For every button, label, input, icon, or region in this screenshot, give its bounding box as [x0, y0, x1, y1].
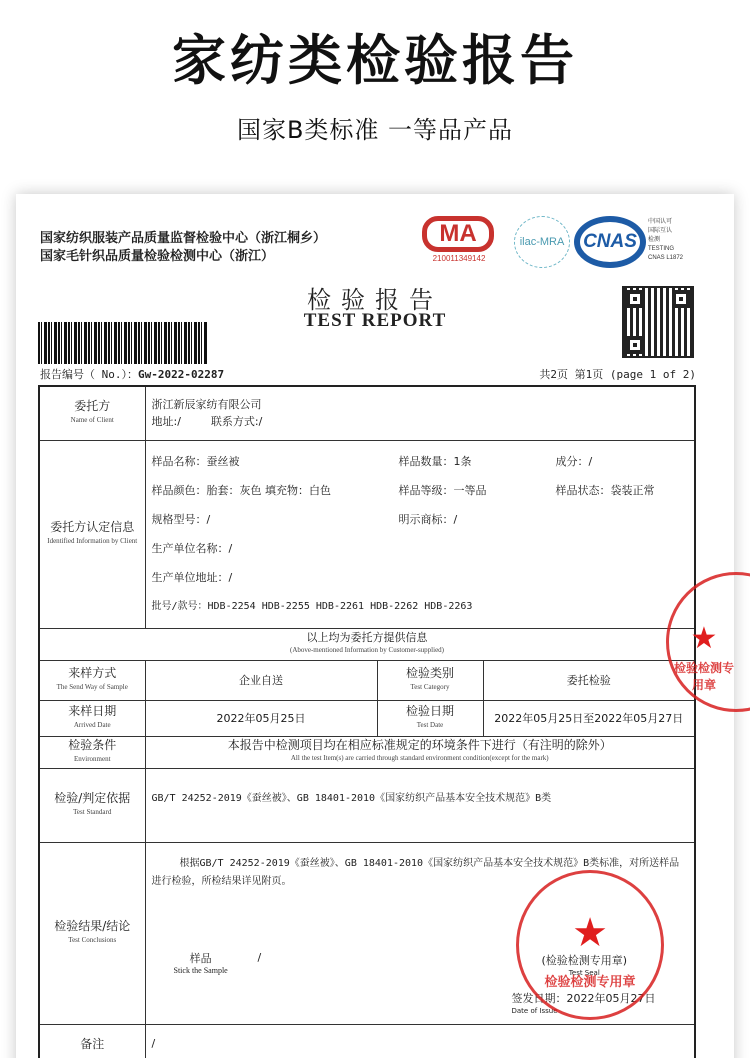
table-row-sample-way: 来样方式 The Send Way of Sample 企业自送 检验类别 Test Category 委托检验: [39, 660, 695, 700]
ilac-mra-logo-icon: ilac-MRA: [514, 216, 570, 268]
issue-date: 签发日期：2022年05月27日 Date of Issue: [511, 991, 656, 1015]
issuing-organization: [40, 230, 326, 266]
table-row-conclusion: 检验结果/结论 Test Conclusions 根据GB/T 24252-2019《蚕丝被》、GB 18401-2010《国家纺织产品基本安全技术规范》B类标准，对所送样品进行检验，所检结果详见附页。 样品 Stick the Sample / (检验检测专用章) Test Seal 签发日期：2022年05月27日 Date of Issue: [39, 842, 695, 1024]
table-row-environment: 检验条件 Environment 本报告中检测项目均在相应标准规定的环境条件下进行（有注明的除外） All the test Item(s) are carried through standard environment condition(except for the mark): [39, 736, 695, 768]
report-title-en: TEST REPORT: [303, 310, 447, 331]
sample-way-value: 企业自送: [145, 660, 377, 700]
client-supplied-notice: 以上均为委托方提供信息 (Above-mentioned Information by Customer-supplied): [39, 628, 695, 660]
test-category-value: 委托检验: [483, 660, 695, 700]
client-name: 浙江新辰家纺有限公司: [151, 398, 262, 412]
cnas-logo-icon: CNAS: [574, 216, 646, 268]
table-row-remark: 备注 /: [39, 1024, 695, 1058]
environment-value: 本报告中检测项目均在相应标准规定的环境条件下进行（有注明的除外） All the test Item(s) are carried through standard environment condition(except for the mark): [145, 736, 695, 768]
sample-stick-area: 样品 Stick the Sample: [173, 951, 228, 975]
identified-info-label: 委托方认定信息 Identified Information by Client: [39, 440, 145, 628]
identified-info-value: 样品名称：蚕丝被 样品数量：1条 成分：/ 样品颜色：胎套：灰色 填充物：白色 样品等级：一等品 样品状态：袋装正常 规格型号：/ 明示商标：/ 生产单位名称：/ 生产单位地址：/ 批号/款号：HDB-2254 HDB-2255 HDB-2261 HDB-2262 HDB-2263: [145, 440, 695, 628]
table-row-identified-info: [39, 440, 695, 628]
test-standard-value: GB/T 24252-2019《蚕丝被》、GB 18401-2010《国家纺织产品基本安全技术规范》B类: [145, 768, 695, 842]
report-number: 报告编号（ No.）：Gw-2022-02287: [40, 368, 225, 381]
client-contact: 联系方式:/: [210, 415, 263, 429]
table-row-standard: 检验/判定依据 Test Standard GB/T 24252-2019《蚕丝被》、GB 18401-2010《国家纺织产品基本安全技术规范》B类: [39, 768, 695, 842]
org-line-2: 国家毛针织品质量检验检测中心（浙江）: [40, 249, 275, 264]
client-value: [145, 386, 695, 440]
remark-value: /: [145, 1024, 695, 1058]
barcode-icon: [38, 322, 208, 364]
conclusion-text: 根据GB/T 24252-2019《蚕丝被》、GB 18401-2010《国家纺织产品基本安全技术规范》B类标准，对所送样品进行检验，所检结果详见附页。: [151, 857, 680, 887]
cma-logo: [422, 216, 496, 263]
hero-title: 家纺类检验报告: [172, 29, 578, 92]
official-seal-stamp-icon: ★ 检验检测专用章: [516, 870, 664, 1020]
cnas-accreditation-text: 中国认可 国际互认 检测 TESTING CNAS L1872: [648, 219, 684, 261]
client-address: 地址:/: [151, 415, 181, 429]
org-line-1: 国家纺织服装产品质量监督检验中心（浙江桐乡）: [40, 231, 327, 246]
qr-code-icon[interactable]: [622, 286, 694, 358]
report-sheet: [16, 194, 734, 1058]
conclusion-value: 根据GB/T 24252-2019《蚕丝被》、GB 18401-2010《国家纺织产品基本安全技术规范》B类标准，对所送样品进行检验，所检结果详见附页。 样品 Stick the Sample / (检验检测专用章) Test Seal 签发日期：2022年05月27日 Date of Issue: [145, 842, 695, 1024]
page-info: 共2页 第1页 (page 1 of 2): [539, 368, 696, 381]
table-row-client: [39, 386, 695, 440]
batch-numbers: 批号/款号：HDB-2254 HDB-2255 HDB-2261 HDB-2262 HDB-2263: [151, 601, 473, 612]
table-row-dates: 来样日期 Arrived Date 2022年05月25日 检验日期 Test Date 2022年05月25日至2022年05月27日: [39, 700, 695, 736]
cma-mark-icon: MA: [422, 216, 494, 252]
hero-subtitle: 国家B类标准 一等品产品: [236, 116, 514, 144]
arrived-date-value: 2022年05月25日: [145, 700, 377, 736]
cma-number: 210011349142: [432, 254, 486, 263]
test-date-value: 2022年05月25日至2022年05月27日: [483, 700, 695, 736]
table-row-notice: [39, 628, 695, 660]
edge-seal-stamp-icon: ★ 检验检测专用章: [666, 572, 750, 712]
report-title-zh: 检验报告: [307, 286, 443, 314]
client-label: 委托方 Name of Client: [39, 386, 145, 440]
test-seal-label: (检验检测专用章) Test Seal: [541, 953, 628, 977]
